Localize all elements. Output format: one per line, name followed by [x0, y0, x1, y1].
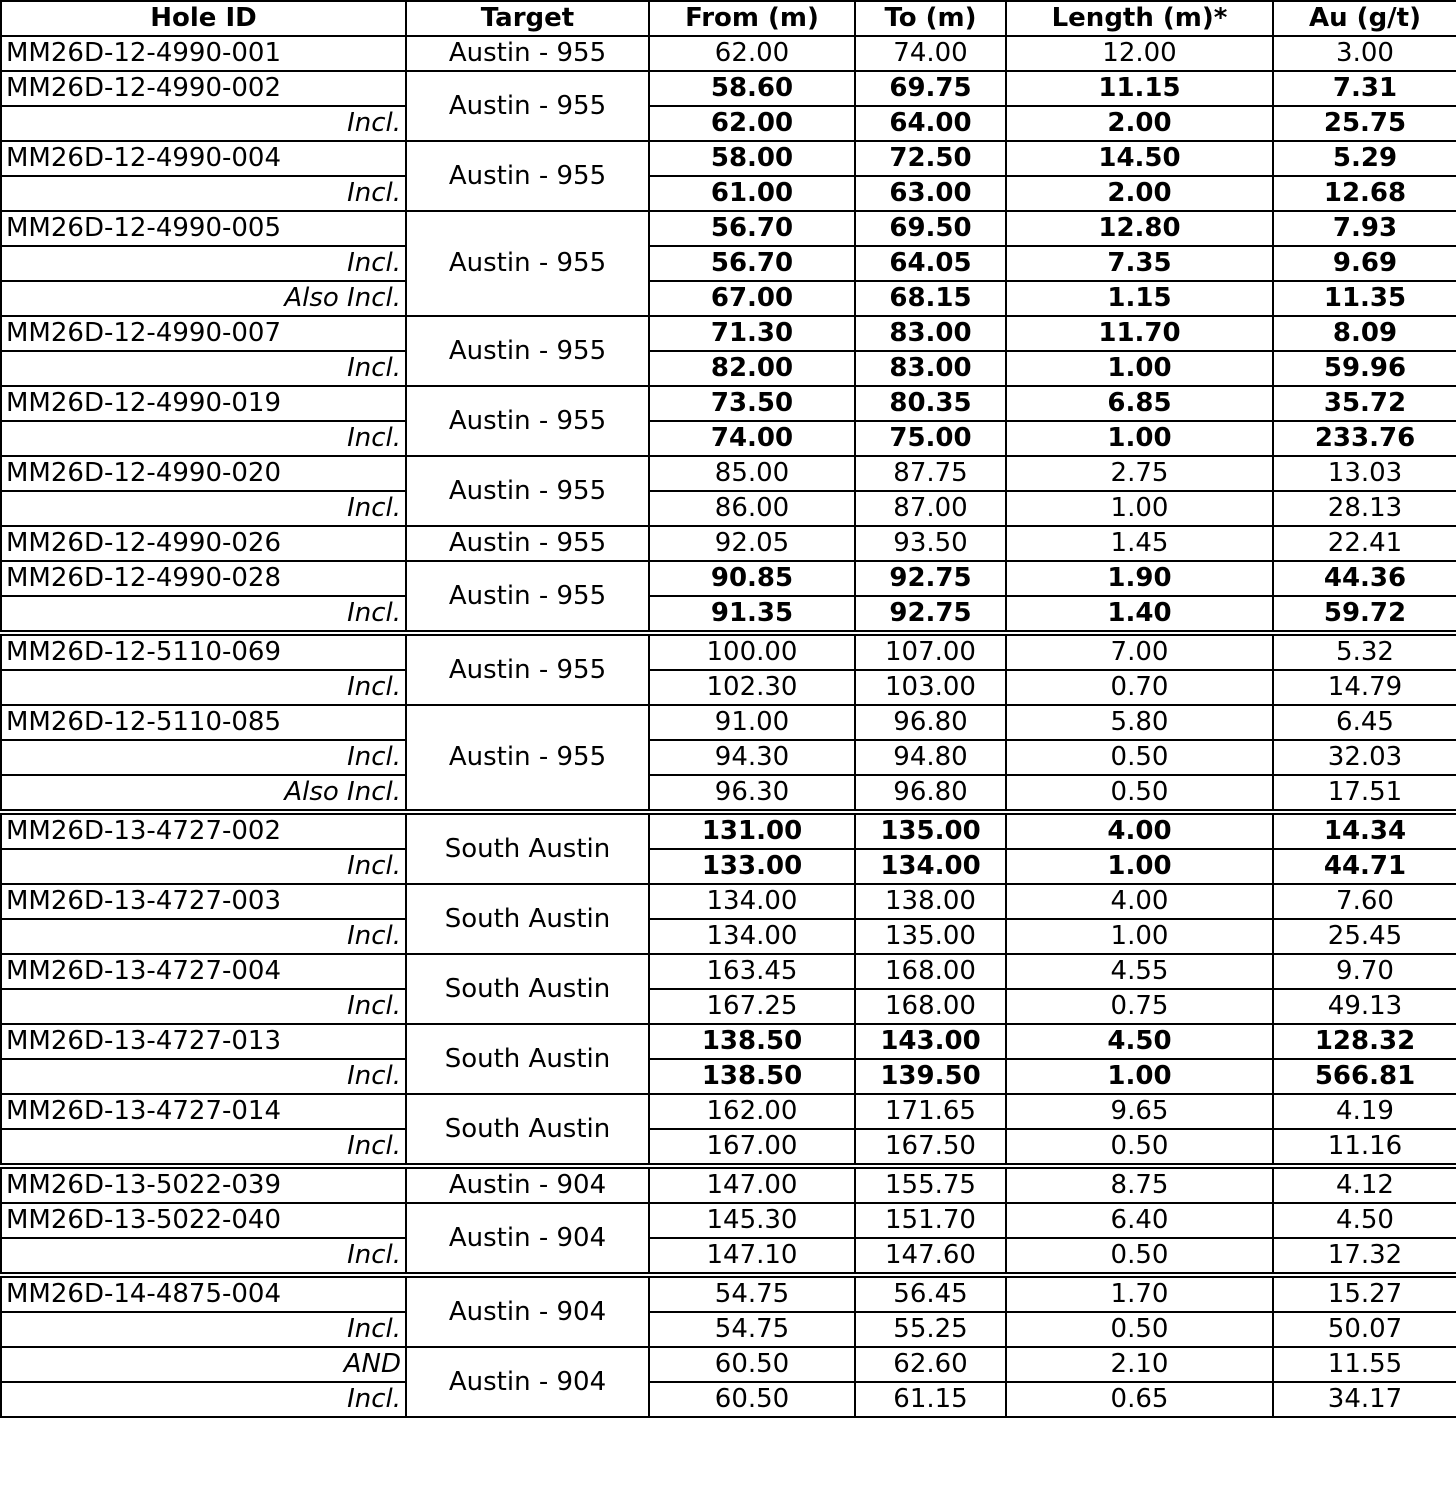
au-cell: 5.32 [1273, 633, 1456, 670]
to-cell: 107.00 [855, 633, 1006, 670]
table-row [1, 1312, 1456, 1347]
target-cell: Austin - 904 [406, 1347, 649, 1417]
target-cell: South Austin [406, 812, 649, 884]
header-length: Length (m)* [1006, 1, 1273, 36]
to-cell: 64.00 [855, 106, 1006, 141]
au-cell: 7.93 [1273, 211, 1456, 246]
au-cell: 11.35 [1273, 281, 1456, 316]
to-cell: 151.70 [855, 1203, 1006, 1238]
table-row [1, 705, 1456, 740]
table-row [1, 740, 1456, 775]
table-row [1, 775, 1456, 812]
interval-label-cell: Incl. [1, 670, 406, 705]
hole-id-cell: MM26D-12-5110-085 [1, 705, 406, 740]
table-row [1, 526, 1456, 561]
to-cell: 87.00 [855, 491, 1006, 526]
from-cell: 91.35 [649, 596, 855, 633]
header-from: From (m) [649, 1, 855, 36]
from-cell: 60.50 [649, 1382, 855, 1417]
hole-id-cell: MM26D-12-4990-001 [1, 36, 406, 71]
length-cell: 1.00 [1006, 919, 1273, 954]
interval-label-cell: Incl. [1, 421, 406, 456]
interval-label-cell: Incl. [1, 1312, 406, 1347]
table-row [1, 71, 1456, 106]
au-cell: 9.70 [1273, 954, 1456, 989]
au-cell: 5.29 [1273, 141, 1456, 176]
length-cell: 12.80 [1006, 211, 1273, 246]
from-cell: 71.30 [649, 316, 855, 351]
from-cell: 96.30 [649, 775, 855, 812]
hole-id-cell: MM26D-13-5022-039 [1, 1166, 406, 1203]
length-cell: 0.50 [1006, 740, 1273, 775]
to-cell: 61.15 [855, 1382, 1006, 1417]
table-row [1, 491, 1456, 526]
length-cell: 2.75 [1006, 456, 1273, 491]
hole-id-cell: MM26D-12-4990-002 [1, 71, 406, 106]
interval-label-cell: Incl. [1, 351, 406, 386]
hole-id-cell: MM26D-14-4875-004 [1, 1275, 406, 1312]
to-cell: 56.45 [855, 1275, 1006, 1312]
from-cell: 85.00 [649, 456, 855, 491]
au-cell: 32.03 [1273, 740, 1456, 775]
from-cell: 60.50 [649, 1347, 855, 1382]
hole-id-cell: MM26D-12-4990-019 [1, 386, 406, 421]
header-to: To (m) [855, 1, 1006, 36]
table-row [1, 456, 1456, 491]
au-cell: 4.50 [1273, 1203, 1456, 1238]
target-cell: South Austin [406, 954, 649, 1024]
target-cell: Austin - 955 [406, 71, 649, 141]
from-cell: 163.45 [649, 954, 855, 989]
to-cell: 171.65 [855, 1094, 1006, 1129]
target-cell: Austin - 904 [406, 1166, 649, 1203]
header-target: Target [406, 1, 649, 36]
au-cell: 128.32 [1273, 1024, 1456, 1059]
from-cell: 102.30 [649, 670, 855, 705]
au-cell: 17.32 [1273, 1238, 1456, 1275]
table-row [1, 36, 1456, 71]
target-cell: Austin - 955 [406, 526, 649, 561]
from-cell: 86.00 [649, 491, 855, 526]
to-cell: 94.80 [855, 740, 1006, 775]
interval-label-cell: Incl. [1, 1059, 406, 1094]
from-cell: 67.00 [649, 281, 855, 316]
table-row [1, 989, 1456, 1024]
from-cell: 54.75 [649, 1275, 855, 1312]
from-cell: 167.25 [649, 989, 855, 1024]
to-cell: 92.75 [855, 596, 1006, 633]
to-cell: 92.75 [855, 561, 1006, 596]
au-cell: 35.72 [1273, 386, 1456, 421]
table-row [1, 1059, 1456, 1094]
length-cell: 0.75 [1006, 989, 1273, 1024]
from-cell: 54.75 [649, 1312, 855, 1347]
interval-label-cell: Incl. [1, 849, 406, 884]
au-cell: 11.55 [1273, 1347, 1456, 1382]
target-cell: Austin - 955 [406, 633, 649, 705]
table-row [1, 1024, 1456, 1059]
to-cell: 87.75 [855, 456, 1006, 491]
hole-id-cell: MM26D-13-4727-002 [1, 812, 406, 849]
au-cell: 14.34 [1273, 812, 1456, 849]
header-hole-id: Hole ID [1, 1, 406, 36]
from-cell: 145.30 [649, 1203, 855, 1238]
length-cell: 0.50 [1006, 1238, 1273, 1275]
from-cell: 147.10 [649, 1238, 855, 1275]
from-cell: 82.00 [649, 351, 855, 386]
length-cell: 1.40 [1006, 596, 1273, 633]
au-cell: 25.45 [1273, 919, 1456, 954]
from-cell: 56.70 [649, 246, 855, 281]
au-cell: 3.00 [1273, 36, 1456, 71]
interval-label-cell: Incl. [1, 1129, 406, 1166]
to-cell: 155.75 [855, 1166, 1006, 1203]
au-cell: 59.72 [1273, 596, 1456, 633]
table-row [1, 1129, 1456, 1166]
length-cell: 2.00 [1006, 176, 1273, 211]
table-row [1, 316, 1456, 351]
from-cell: 134.00 [649, 919, 855, 954]
hole-id-cell: MM26D-12-4990-028 [1, 561, 406, 596]
table-row [1, 561, 1456, 596]
from-cell: 138.50 [649, 1059, 855, 1094]
interval-label-cell: Incl. [1, 106, 406, 141]
interval-label-cell: AND [1, 1347, 406, 1382]
length-cell: 4.00 [1006, 884, 1273, 919]
length-cell: 9.65 [1006, 1094, 1273, 1129]
length-cell: 2.10 [1006, 1347, 1273, 1382]
au-cell: 44.71 [1273, 849, 1456, 884]
to-cell: 74.00 [855, 36, 1006, 71]
from-cell: 100.00 [649, 633, 855, 670]
au-cell: 28.13 [1273, 491, 1456, 526]
to-cell: 96.80 [855, 705, 1006, 740]
table-row [1, 919, 1456, 954]
table-row [1, 670, 1456, 705]
from-cell: 74.00 [649, 421, 855, 456]
from-cell: 62.00 [649, 36, 855, 71]
from-cell: 58.00 [649, 141, 855, 176]
target-cell: Austin - 904 [406, 1203, 649, 1275]
length-cell: 8.75 [1006, 1166, 1273, 1203]
length-cell: 7.00 [1006, 633, 1273, 670]
au-cell: 22.41 [1273, 526, 1456, 561]
target-cell: Austin - 955 [406, 456, 649, 526]
to-cell: 93.50 [855, 526, 1006, 561]
to-cell: 147.60 [855, 1238, 1006, 1275]
to-cell: 68.15 [855, 281, 1006, 316]
length-cell: 12.00 [1006, 36, 1273, 71]
au-cell: 7.60 [1273, 884, 1456, 919]
target-cell: Austin - 955 [406, 705, 649, 812]
hole-id-cell: MM26D-12-4990-020 [1, 456, 406, 491]
table-row [1, 281, 1456, 316]
from-cell: 90.85 [649, 561, 855, 596]
from-cell: 56.70 [649, 211, 855, 246]
hole-id-cell: MM26D-13-4727-003 [1, 884, 406, 919]
interval-label-cell: Incl. [1, 989, 406, 1024]
au-cell: 6.45 [1273, 705, 1456, 740]
au-cell: 4.19 [1273, 1094, 1456, 1129]
table-row [1, 1166, 1456, 1203]
to-cell: 134.00 [855, 849, 1006, 884]
target-cell: Austin - 955 [406, 36, 649, 71]
from-cell: 147.00 [649, 1166, 855, 1203]
length-cell: 6.85 [1006, 386, 1273, 421]
interval-label-cell: Incl. [1, 246, 406, 281]
to-cell: 72.50 [855, 141, 1006, 176]
au-cell: 8.09 [1273, 316, 1456, 351]
to-cell: 63.00 [855, 176, 1006, 211]
from-cell: 138.50 [649, 1024, 855, 1059]
table-row [1, 1382, 1456, 1417]
to-cell: 168.00 [855, 954, 1006, 989]
length-cell: 11.70 [1006, 316, 1273, 351]
au-cell: 34.17 [1273, 1382, 1456, 1417]
to-cell: 96.80 [855, 775, 1006, 812]
table-row [1, 106, 1456, 141]
to-cell: 138.00 [855, 884, 1006, 919]
au-cell: 233.76 [1273, 421, 1456, 456]
target-cell: South Austin [406, 1024, 649, 1094]
target-cell: South Austin [406, 1094, 649, 1166]
length-cell: 1.45 [1006, 526, 1273, 561]
table-row [1, 954, 1456, 989]
table-row [1, 633, 1456, 670]
hole-id-cell: MM26D-12-4990-004 [1, 141, 406, 176]
table-row [1, 246, 1456, 281]
au-cell: 4.12 [1273, 1166, 1456, 1203]
au-cell: 11.16 [1273, 1129, 1456, 1166]
au-cell: 17.51 [1273, 775, 1456, 812]
from-cell: 73.50 [649, 386, 855, 421]
length-cell: 0.50 [1006, 775, 1273, 812]
length-cell: 0.50 [1006, 1312, 1273, 1347]
length-cell: 7.35 [1006, 246, 1273, 281]
length-cell: 0.70 [1006, 670, 1273, 705]
table-row [1, 884, 1456, 919]
au-cell: 12.68 [1273, 176, 1456, 211]
au-cell: 9.69 [1273, 246, 1456, 281]
table-row [1, 1238, 1456, 1275]
to-cell: 55.25 [855, 1312, 1006, 1347]
header-row [1, 1, 1456, 36]
length-cell: 1.00 [1006, 491, 1273, 526]
length-cell: 1.15 [1006, 281, 1273, 316]
from-cell: 167.00 [649, 1129, 855, 1166]
to-cell: 69.50 [855, 211, 1006, 246]
from-cell: 94.30 [649, 740, 855, 775]
table-row [1, 176, 1456, 211]
au-cell: 25.75 [1273, 106, 1456, 141]
interval-label-cell: Also Incl. [1, 281, 406, 316]
table-row [1, 1347, 1456, 1382]
table-row [1, 421, 1456, 456]
table-row [1, 1275, 1456, 1312]
hole-id-cell: MM26D-12-5110-069 [1, 633, 406, 670]
header-au: Au (g/t) [1273, 1, 1456, 36]
to-cell: 83.00 [855, 316, 1006, 351]
hole-id-cell: MM26D-13-4727-014 [1, 1094, 406, 1129]
to-cell: 135.00 [855, 919, 1006, 954]
interval-label-cell: Also Incl. [1, 775, 406, 812]
length-cell: 4.55 [1006, 954, 1273, 989]
length-cell: 11.15 [1006, 71, 1273, 106]
interval-label-cell: Incl. [1, 740, 406, 775]
to-cell: 80.35 [855, 386, 1006, 421]
au-cell: 44.36 [1273, 561, 1456, 596]
au-cell: 7.31 [1273, 71, 1456, 106]
length-cell: 1.70 [1006, 1275, 1273, 1312]
to-cell: 103.00 [855, 670, 1006, 705]
length-cell: 5.80 [1006, 705, 1273, 740]
target-cell: South Austin [406, 884, 649, 954]
to-cell: 143.00 [855, 1024, 1006, 1059]
to-cell: 83.00 [855, 351, 1006, 386]
hole-id-cell: MM26D-12-4990-007 [1, 316, 406, 351]
interval-label-cell: Incl. [1, 919, 406, 954]
table-row [1, 596, 1456, 633]
hole-id-cell: MM26D-12-4990-005 [1, 211, 406, 246]
to-cell: 135.00 [855, 812, 1006, 849]
to-cell: 62.60 [855, 1347, 1006, 1382]
from-cell: 92.05 [649, 526, 855, 561]
interval-label-cell: Incl. [1, 491, 406, 526]
length-cell: 0.65 [1006, 1382, 1273, 1417]
to-cell: 75.00 [855, 421, 1006, 456]
length-cell: 1.00 [1006, 1059, 1273, 1094]
hole-id-cell: MM26D-12-4990-026 [1, 526, 406, 561]
to-cell: 168.00 [855, 989, 1006, 1024]
table-row [1, 812, 1456, 849]
table-row [1, 141, 1456, 176]
length-cell: 1.00 [1006, 421, 1273, 456]
table-body [1, 36, 1456, 1417]
length-cell: 1.00 [1006, 351, 1273, 386]
au-cell: 15.27 [1273, 1275, 1456, 1312]
hole-id-cell: MM26D-13-5022-040 [1, 1203, 406, 1238]
hole-id-cell: MM26D-13-4727-004 [1, 954, 406, 989]
length-cell: 1.90 [1006, 561, 1273, 596]
from-cell: 58.60 [649, 71, 855, 106]
interval-label-cell: Incl. [1, 596, 406, 633]
length-cell: 4.00 [1006, 812, 1273, 849]
target-cell: Austin - 955 [406, 141, 649, 211]
length-cell: 4.50 [1006, 1024, 1273, 1059]
from-cell: 131.00 [649, 812, 855, 849]
au-cell: 50.07 [1273, 1312, 1456, 1347]
table-row [1, 849, 1456, 884]
to-cell: 69.75 [855, 71, 1006, 106]
interval-label-cell: Incl. [1, 176, 406, 211]
from-cell: 61.00 [649, 176, 855, 211]
au-cell: 566.81 [1273, 1059, 1456, 1094]
length-cell: 0.50 [1006, 1129, 1273, 1166]
table-row [1, 1203, 1456, 1238]
au-cell: 14.79 [1273, 670, 1456, 705]
length-cell: 1.00 [1006, 849, 1273, 884]
from-cell: 162.00 [649, 1094, 855, 1129]
au-cell: 59.96 [1273, 351, 1456, 386]
length-cell: 6.40 [1006, 1203, 1273, 1238]
target-cell: Austin - 955 [406, 561, 649, 633]
table-row [1, 1094, 1456, 1129]
au-cell: 13.03 [1273, 456, 1456, 491]
to-cell: 139.50 [855, 1059, 1006, 1094]
target-cell: Austin - 955 [406, 386, 649, 456]
interval-label-cell: Incl. [1, 1382, 406, 1417]
to-cell: 167.50 [855, 1129, 1006, 1166]
hole-id-cell: MM26D-13-4727-013 [1, 1024, 406, 1059]
target-cell: Austin - 955 [406, 211, 649, 316]
target-cell: Austin - 904 [406, 1275, 649, 1347]
length-cell: 14.50 [1006, 141, 1273, 176]
from-cell: 133.00 [649, 849, 855, 884]
table-row [1, 386, 1456, 421]
from-cell: 91.00 [649, 705, 855, 740]
to-cell: 64.05 [855, 246, 1006, 281]
from-cell: 134.00 [649, 884, 855, 919]
table-row [1, 211, 1456, 246]
table-row [1, 351, 1456, 386]
au-cell: 49.13 [1273, 989, 1456, 1024]
from-cell: 62.00 [649, 106, 855, 141]
target-cell: Austin - 955 [406, 316, 649, 386]
interval-label-cell: Incl. [1, 1238, 406, 1275]
length-cell: 2.00 [1006, 106, 1273, 141]
